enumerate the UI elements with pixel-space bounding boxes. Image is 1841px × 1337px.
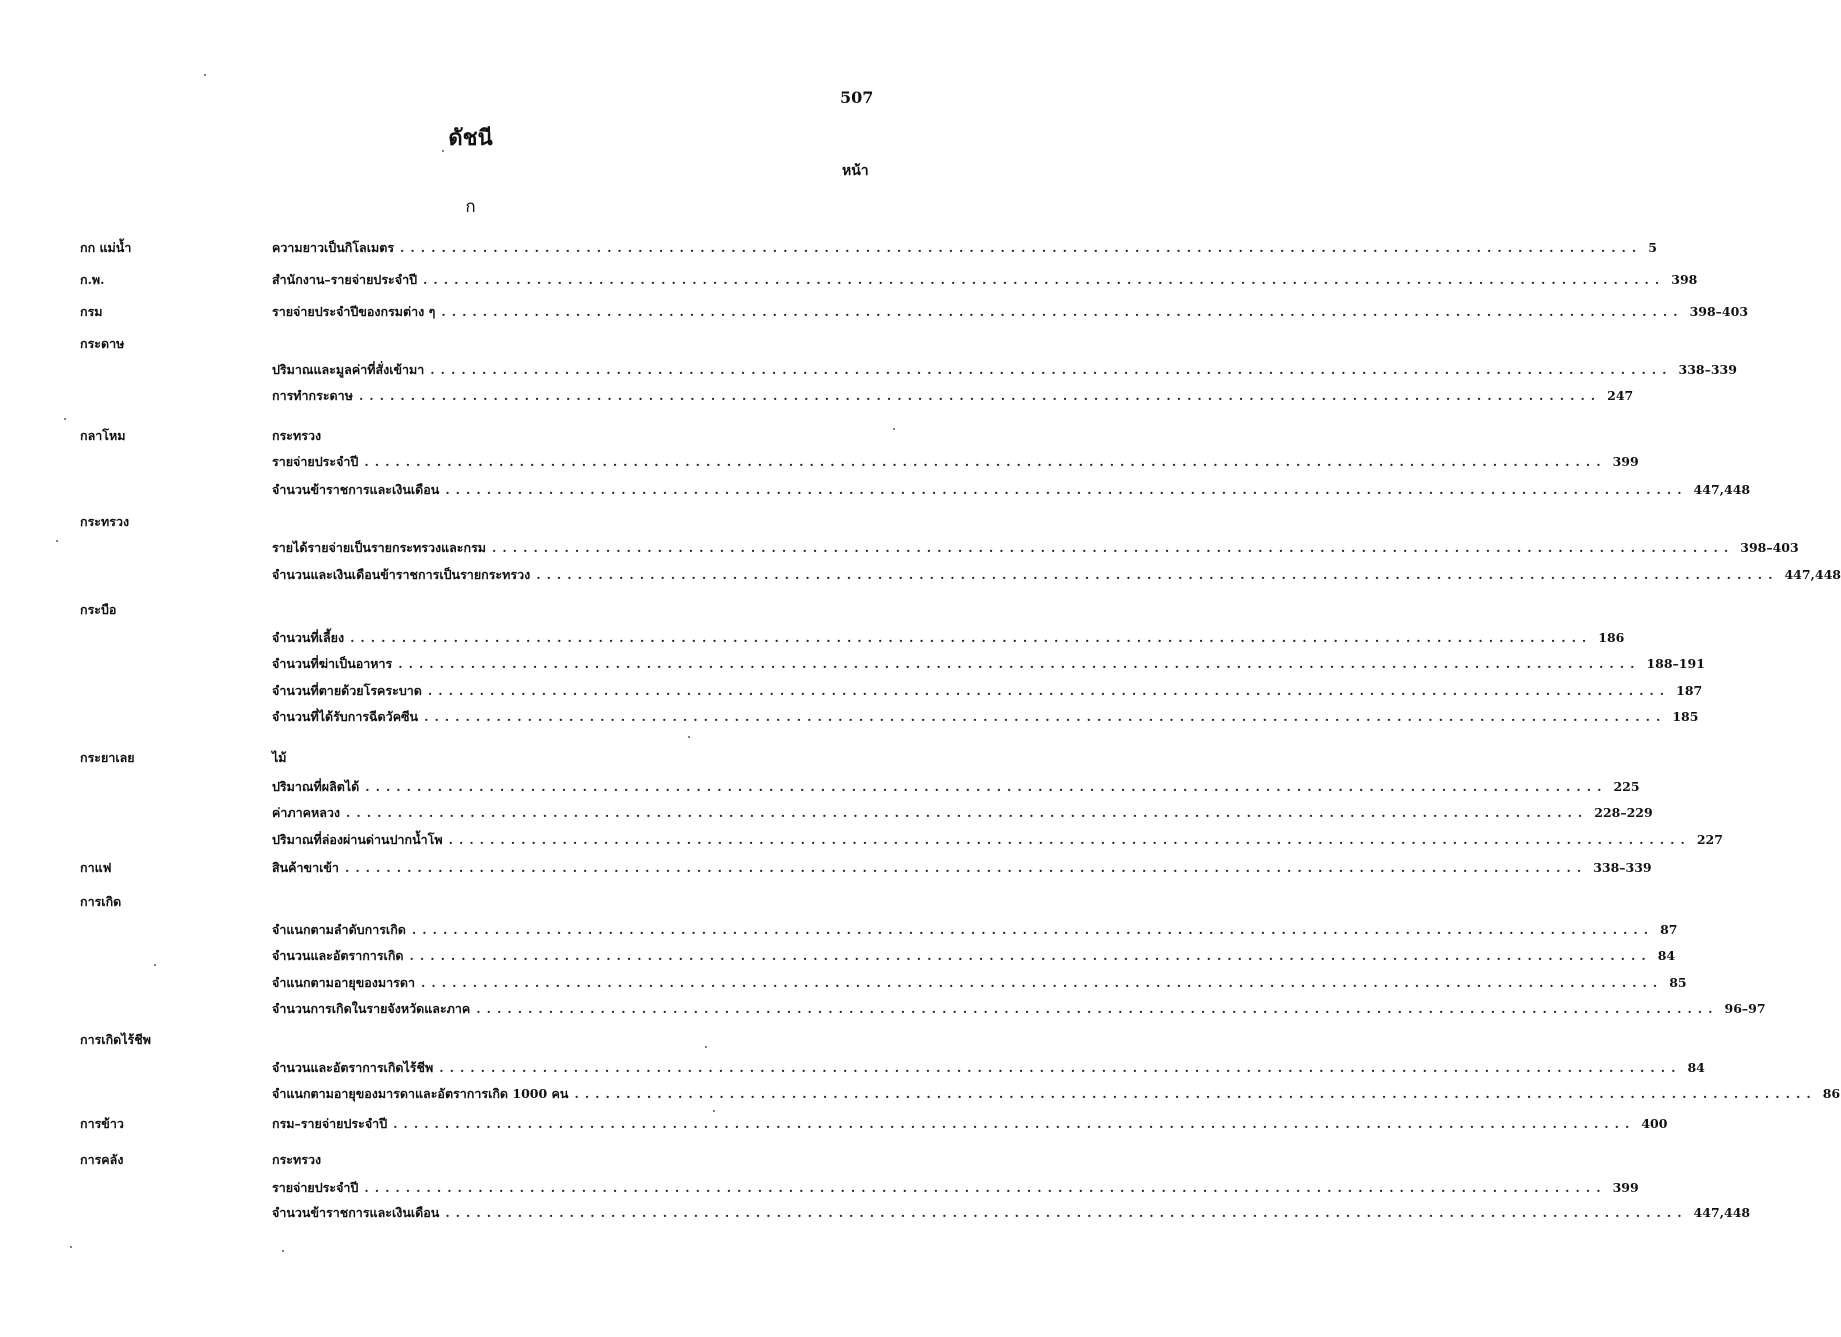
index-term: กก แม่น้ำ [80,240,132,255]
index-entry [272,1084,1841,1102]
leader-dots: ........................................................................................................................ [423,272,1666,287]
index-entry [272,480,1751,498]
index-entry [272,920,1678,938]
index-title: ดัชนี [448,125,493,151]
index-term: ก.พ. [80,272,105,287]
index-entry [272,302,1749,320]
index-entry [272,999,1766,1017]
entry-page: 5 [1648,240,1657,255]
index-entry [272,803,1653,821]
index-entry [272,1203,1751,1221]
leader-dots: ........................................................................................................................ [344,860,1588,875]
entry-page: 228–229 [1594,805,1653,820]
entry-page: 247 [1607,388,1634,403]
entry-label: ปริมาณที่ล่องผ่านด่านปากน้ำโพ [272,832,443,847]
scan-speck [688,736,690,738]
index-entry [272,946,1676,964]
entry-label: จำนวนและอัตราการเกิด [272,948,404,963]
index-entry [272,681,1703,699]
leader-dots: ........................................................................................................................ [421,975,1664,990]
index-entry [272,1114,1668,1132]
entry-label: รายได้รายจ่ายเป็นรายกระทรวงและกรม [272,540,487,555]
leader-dots: ........................................................................................................................ [350,630,1593,645]
page-column-label: หน้า [842,163,869,179]
entry-label: จำนวนที่ฆ่าเป็นอาหาร [272,656,393,671]
entry-page: 447,448 [1693,482,1751,497]
leader-dots: ........................................................................................................................ [536,567,1779,582]
index-entry [272,565,1841,583]
index-term: การเกิด [80,894,122,909]
index-entry [272,270,1698,288]
entry-page: 85 [1669,975,1687,990]
entry-label: กรม–รายจ่ายประจำปี [272,1116,388,1131]
index-term: กระทรวง [80,514,130,529]
leader-dots: ........................................................................................................................ [430,362,1673,377]
index-entry [272,707,1699,725]
entry-page: 96–97 [1724,1001,1766,1016]
leader-dots: ........................................................................................................................ [476,1001,1719,1016]
scan-speck [154,964,156,966]
leader-dots: ........................................................................................................................ [439,1060,1682,1075]
index-entry [272,777,1640,795]
entry-label: จำนวนที่เลี้ยง [272,630,345,645]
index-term: การข้าว [80,1116,124,1131]
index-entry [272,830,1723,848]
leader-dots: ........................................................................................................................ [448,832,1691,847]
index-entry [272,238,1657,256]
entry-label: จำแนกตามอายุของมารดาและอัตราการเกิด 1000 คน [272,1086,569,1101]
scan-speck [705,1046,707,1048]
index-term: กระยาเลย [80,750,135,765]
entry-page: 398–403 [1740,540,1799,555]
scan-speck [70,1246,72,1248]
index-entry [272,360,1737,378]
entry-page: 338–339 [1678,362,1737,377]
entry-label: สินค้าขาเข้า [272,860,339,875]
entry-page: 398 [1671,272,1698,287]
entry-label: ค่าภาคหลวง [272,805,341,820]
entry-label: รายจ่ายประจำปีของกรมต่าง ๆ [272,304,436,319]
entry-page: 188–191 [1646,656,1705,671]
entry-label: จำนวนและเงินเดือนข้าราชการเป็นรายกระทรวง [272,567,531,582]
index-entry [272,1058,1705,1076]
index-subheading: กระทรวง [272,1152,322,1167]
index-entry [272,654,1705,672]
scan-speck [282,1250,284,1252]
entry-page: 398–403 [1689,304,1749,319]
scan-speck [442,150,444,152]
entry-page: 227 [1696,832,1723,847]
entry-page: 399 [1612,1180,1639,1195]
entry-label: สำนักงาน–รายจ่ายประจำปี [272,272,418,287]
entry-label: รายจ่ายประจำปี [272,454,359,469]
leader-dots: ........................................................................................................................ [364,1180,1607,1195]
entry-label: จำนวนข้าราชการและเงินเดือน [272,1205,440,1220]
entry-label: ปริมาณที่ผลิตได้ [272,779,360,794]
index-term: กระดาษ [80,336,125,351]
leader-dots: ........................................................................................................................ [346,805,1589,820]
leader-dots: ........................................................................................................................ [409,948,1652,963]
entry-page: 187 [1676,683,1703,698]
entry-page: 225 [1613,779,1640,794]
entry-page: 338–339 [1593,860,1652,875]
entry-page: 87 [1660,922,1678,937]
index-term: กรม [80,304,103,319]
index-entry [272,1178,1639,1196]
index-entry [272,858,1652,876]
leader-dots: ........................................................................................................................ [364,454,1607,469]
index-subheading: กระทรวง [272,428,322,443]
entry-page: 399 [1612,454,1639,469]
entry-page: 84 [1687,1060,1705,1075]
section-letter: ก [465,197,476,217]
entry-label: ปริมาณและมูลค่าที่สั่งเข้ามา [272,362,425,377]
index-entry [272,386,1634,404]
leader-dots: ........................................................................................................................ [441,304,1684,319]
page-number: 507 [840,88,874,107]
entry-label: จำนวนข้าราชการและเงินเดือน [272,482,440,497]
entry-page: 400 [1641,1116,1668,1131]
leader-dots: ........................................................................................................................ [445,1205,1688,1220]
leader-dots: ........................................................................................................................ [411,922,1655,937]
entry-label: จำนวนและอัตราการเกิดไร้ชีพ [272,1060,434,1075]
leader-dots: ........................................................................................................................ [393,1116,1636,1131]
scan-speck [204,74,206,76]
index-entry [272,973,1687,991]
scan-speck [893,428,895,430]
index-term: การเกิดไร้ชีพ [80,1032,151,1047]
entry-page: 186 [1598,630,1625,645]
leader-dots: ........................................................................................................................ [574,1086,1817,1101]
scan-speck [713,1110,715,1112]
index-entry [272,452,1639,470]
leader-dots: ........................................................................................................................ [445,482,1688,497]
scan-speck [64,418,66,420]
leader-dots: ........................................................................................................................ [358,388,1602,403]
entry-label: การทำกระดาษ [272,388,353,403]
entry-label: จำแนกตามลำดับการเกิด [272,922,406,937]
leader-dots: ........................................................................................................................ [398,656,1641,671]
index-term: การคลัง [80,1152,124,1167]
entry-label: จำนวนที่ได้รับการฉีดวัคซีน [272,709,419,724]
index-term: กระบือ [80,602,117,617]
index-term: กลาโหม [80,428,126,443]
leader-dots: ........................................................................................................................ [400,240,1643,255]
leader-dots: ........................................................................................................................ [427,683,1671,698]
entry-label: จำแนกตามอายุของมารดา [272,975,416,990]
entry-page: 185 [1672,709,1699,724]
entry-page: 447,448 [1784,567,1841,582]
entry-page: 447,448 [1693,1205,1751,1220]
entry-label: รายจ่ายประจำปี [272,1180,359,1195]
leader-dots: ........................................................................................................................ [365,779,1608,794]
entry-page: 84 [1657,948,1676,963]
index-entry [272,628,1625,646]
index-term: กาแฟ [80,860,112,875]
entry-label: จำนวนที่ตายด้วยโรคระบาด [272,683,422,698]
entry-label: ความยาวเป็นกิโลเมตร [272,240,395,255]
leader-dots: ........................................................................................................................ [492,540,1735,555]
index-subheading: ไม้ [272,750,287,765]
entry-label: จำนวนการเกิดในรายจังหวัดและภาค [272,1001,471,1016]
scan-speck [56,540,58,542]
leader-dots: ........................................................................................................................ [424,709,1667,724]
entry-page: 86 [1822,1086,1841,1101]
index-entry [272,538,1799,556]
